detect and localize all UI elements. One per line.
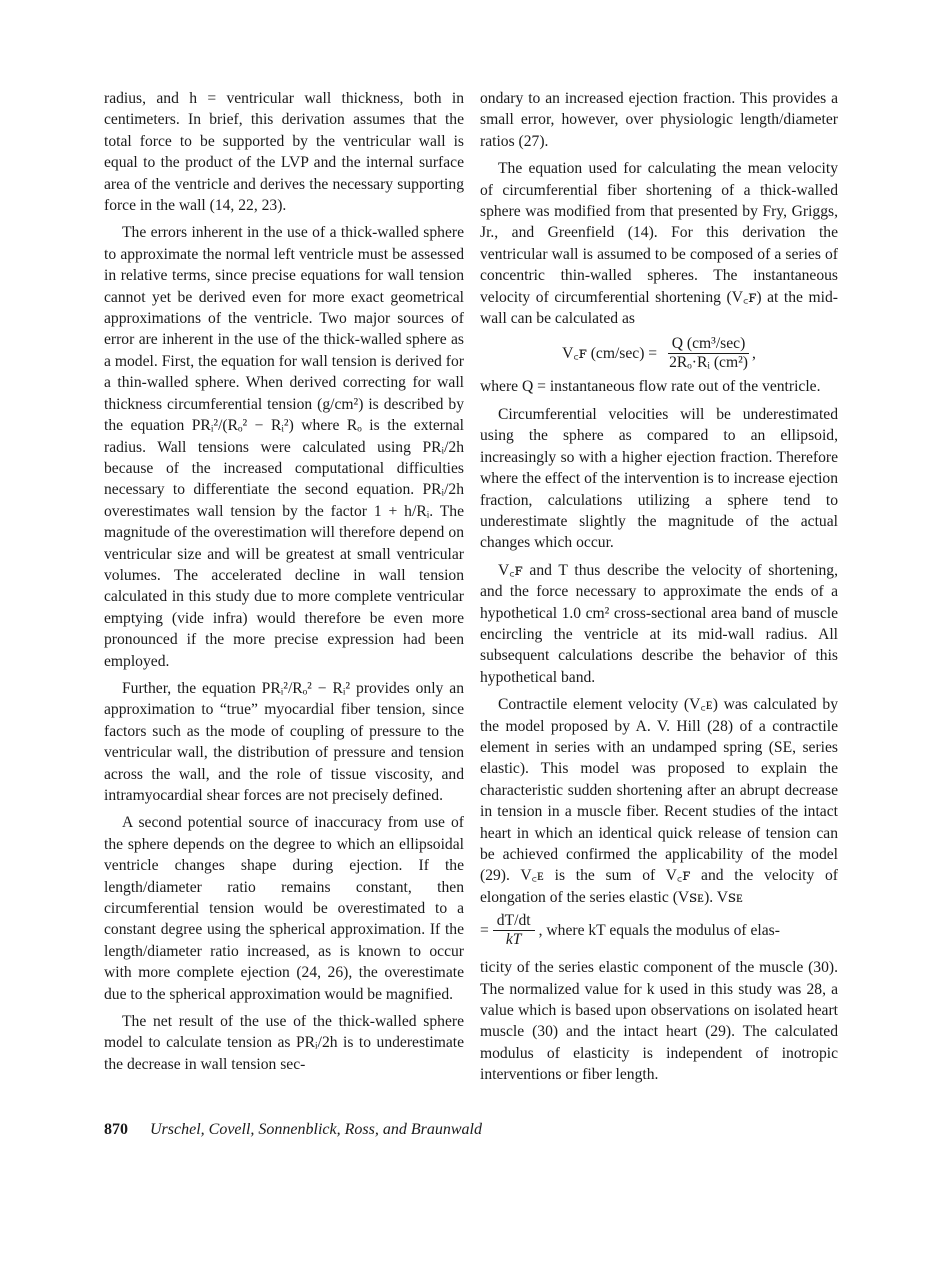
- equation-fraction: [665, 335, 752, 372]
- paragraph: Circumferential velocities will be underestimated using the sphere as compared to an ellipsoid, increasingly so with a higher ejection fraction. Therefore where the effect of the intervention is to increase ejection fraction, calculations utilizing a sphere tend to underestimate slightly the magnitude of the actual changes which occur.: [480, 405, 838, 552]
- equation-denominator: 2Rₒ·Rᵢ (cm²): [669, 354, 748, 372]
- paragraph: radius, and h = ventricular wall thickness, both in centimeters. In brief, this derivation assumes that the total force to be supported by the ventricular wall is equal to the product of the LVP and the internal surface area of the ventricle and derives the necessary supporting force in the wall (14, 22, 23).: [104, 90, 464, 215]
- equation-lhs: V꜀ꜰ (cm/sec) =: [562, 345, 658, 363]
- page-footer: [104, 1121, 482, 1139]
- series-elastic-equation: [480, 912, 838, 949]
- right-column: [480, 88, 838, 1092]
- equation-trailing-text: , where kT equals the modulus of elas-: [538, 922, 780, 940]
- left-column: [104, 88, 464, 1081]
- equation-fraction: [493, 912, 535, 949]
- paragraph: where Q = instantaneous flow rate out of the ventricle.: [480, 378, 821, 396]
- paragraph: The errors inherent in the use of a thick-walled sphere to approximate the normal left ventricle must be assessed in relative terms, since precise equations for wall tension cannot yet be derived even for more exact geometrical approximations of the ventricle. Two major sources of error are inherent in the use of the thick-walled sphere as a model. First, the equation for wall tension is derived for a thin-walled sphere. When derived correcting for wall thickness circumferential tension (g/cm²) is described by the equation PRᵢ²/(Rₒ² − Rᵢ²) where Rₒ is the external radius. Wall tensions were calculated using PRᵢ/2h because of the increased computational difficulties necessary to differentiate the second equation. PRᵢ/2h overestimates wall tension by the factor 1 + h/Rᵢ. The magnitude of the overestimation will therefore depend on ventricular size and will be greatest at small ventricular volumes. The accelerated decline in wall tension calculated in this study due to more complete ventricular emptying (vide infra) would therefore be even more pronounced if the more precise expression had been employed.: [104, 224, 464, 670]
- paragraph: Further, the equation PRᵢ²/Rₒ² − Rᵢ² provides only an approximation to “true” myocardial fiber tension, since factors such as the mode of coupling of pressure to the ventricular wall, the distribution of pressure and tension across the wall, and the role of tissue viscosity, and intramyocardial shear forces are not precisely defined.: [104, 679, 464, 804]
- paragraph: A second potential source of inaccuracy from use of the sphere depends on the degree to which an ellipsoidal ventricle changes shape during ejection. If the length/diameter ratio remains constant, then circumferential tension would be overestimated to a constant degree using the spherical approximation. If the length/diameter ratio increased, as is known to occur with more complete ejection (24, 26), the overestimate due to the spherical approximation would be magnified.: [104, 814, 464, 1003]
- equation-denominator: kT: [505, 931, 522, 949]
- paragraph: Contractile element velocity (V꜀ᴇ) was calculated by the model proposed by A. V. Hill (28) of a contractile element in series with an undamped spring (SE, series elastic). This model was proposed to explain the characteristic sudden shortening after an abrupt decrease in tension in a muscle fiber. Recent studies of the intact heart in which an identical quick release of tension can be achieved confirmed the applicability of the model (29). V꜀ᴇ is the sum of V꜀ꜰ and the velocity of elongation of the series elastic (Vꜱᴇ). Vꜱᴇ: [480, 696, 838, 906]
- running-authors: Urschel, Covell, Sonnenblick, Ross, and Braunwald: [150, 1121, 482, 1138]
- equation-equals: =: [480, 922, 489, 940]
- equation-tail: ,: [751, 345, 756, 363]
- equation-numerator: dT/dt: [493, 912, 535, 931]
- paragraph: ticity of the series elastic component of the muscle (30). The normalized value for k used in this study was 28, a value which is based upon observations on isolated heart muscle (30) and the intact heart (29). The calculated modulus of elasticity is independent of inotropic interventions or fiber length.: [480, 959, 838, 1084]
- paragraph: The net result of the use of the thick-walled sphere model to calculate tension as PRᵢ/2h is to underestimate the decrease in wall tension sec-: [104, 1013, 464, 1073]
- equation-numerator: Q (cm³/sec): [668, 335, 750, 354]
- paragraph: The equation used for calculating the mean velocity of circumferential fiber shortening of a thick-walled sphere was modified from that presented by Fry, Griggs, Jr., and Greenfield (14). For this derivation the ventricular wall is assumed to be composed of a series of concentric thin-walled spheres. The instantaneous velocity of circumferential shortening (V꜀ꜰ) at the mid-wall can be calculated as: [480, 160, 838, 328]
- page-number: 870: [104, 1121, 128, 1138]
- paragraph: V꜀ꜰ and T thus describe the velocity of shortening, and the force necessary to approximate the ends of a hypothetical 1.0 cm² cross-sectional area band of muscle encircling the ventricle at its mid-wall radius. All subsequent calculations describe the behavior of this hypothetical band.: [480, 561, 838, 686]
- paragraph: ondary to an increased ejection fraction. This provides a small error, however, over physiologic length/diameter ratios (27).: [480, 90, 838, 150]
- velocity-equation: [480, 335, 838, 372]
